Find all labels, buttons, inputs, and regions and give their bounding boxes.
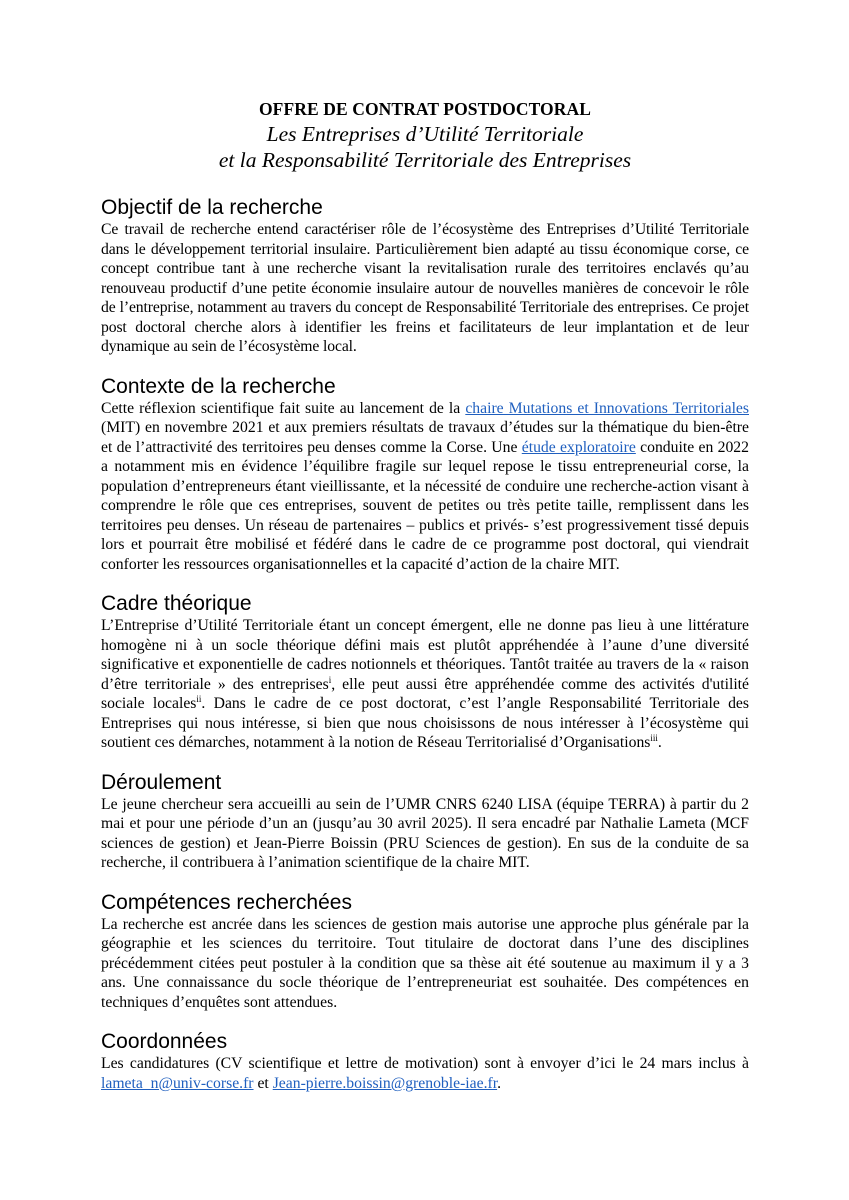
coordonnees-text-3: . [497, 1074, 502, 1092]
heading-contexte: Contexte de la recherche [101, 374, 336, 398]
document-page [101, 98, 749, 1111]
section-deroulement [101, 771, 749, 873]
title-block [101, 98, 749, 173]
paragraph-competences: La recherche est ancrée dans les sciences de gestion mais autorise une approche plus générale par la géographie et les sciences du territoire. Tout titulaire de doctorat dans l’une des disciplines précédemment citées peut postuler à la condition que sa thèse ait été soutenue au maximum il y a 3 ans. Une connaissance du socle théorique de l’entrepreneuriat est souhaitée. Des compétences en techniques d’enquêtes sont attendues. [101, 915, 749, 1011]
section-coordonnees [101, 1030, 749, 1093]
contexte-text-2: (MIT) en novembre 2021 et aux premiers résultats de travaux d’études sur la thématique du bien-être et de l’attractivité des territoires peu denses comme la Corse. Une [101, 419, 749, 456]
endnote-ref-ii[interactable]: ii [196, 693, 202, 704]
heading-cadre: Cadre théorique [101, 592, 252, 615]
paragraph-contexte [101, 399, 749, 575]
heading-coordonnees: Coordonnées [101, 1030, 228, 1053]
document-title: OFFRE DE CONTRAT POSTDOCTORAL [258, 99, 592, 119]
paragraph-deroulement: Le jeune chercheur sera accueilli au sein de l’UMR CNRS 6240 LISA (équipe TERRA) à partir du 2 mai et pour une période d’un an (jusqu’au 30 avril 2025). Il sera encadré par Nathalie Lameta (MCF sciences de gestion) et Jean-Pierre Boissin (PRU Sciences de gestion). En sus de la conduite de sa recherche, il contribuera à l’animation scientifique de la chaire MIT. [101, 795, 749, 871]
coordonnees-text-2: et [253, 1074, 273, 1092]
paragraph-cadre [101, 616, 749, 753]
cadre-text-4: . [657, 734, 662, 751]
link-chaire-mit[interactable]: chaire Mutations et Innovations Territoriales [465, 399, 749, 417]
link-etude-exploratoire[interactable]: étude exploratoire [521, 438, 636, 456]
heading-deroulement: Déroulement [101, 770, 222, 794]
cadre-text-1: L’Entreprise d’Utilité Territoriale étant un concept émergent, elle ne donne pas lieu à une littérature homogène ni à un socle théorique défini mais est plutôt appréhendée à l’aune d’une diversité significative et exponentielle de cadres notionnels et théoriques. Tantôt traitée au travers de la « raison d’être territoriale » des entreprises [101, 617, 749, 693]
heading-competences: Compétences recherchées [101, 890, 352, 914]
section-objectif [101, 196, 749, 357]
cadre-text-2: , elle peut aussi être appréhendée comme des activités d'utilité sociale locales [101, 675, 749, 712]
email-link-boissin[interactable]: Jean-pierre.boissin@grenoble-iae.fr [272, 1074, 498, 1092]
cadre-text-3: . Dans le cadre de ce post doctorat, c’est l’angle Responsabilité Territoriale des Entreprises qui nous intéresse, si bien que nous choisissons de nous intéresser à l’écosystème qui soutient ces démarches, notamment à la notion de Réseau Territorialisé d’Organisations [101, 695, 750, 751]
paragraph-coordonnees [101, 1054, 749, 1093]
section-competences [101, 891, 749, 1013]
endnote-ref-iii[interactable]: iii [650, 732, 658, 743]
section-cadre [101, 592, 749, 753]
coordonnees-text-1: Les candidatures (CV scientifique et lettre de motivation) sont à envoyer d’ici le 24 mars inclus à [101, 1055, 749, 1072]
document-subtitle-line-1: Les Entreprises d’Utilité Territoriale [266, 122, 584, 146]
contexte-text-1: Cette réflexion scientifique fait suite au lancement de la [101, 399, 466, 417]
heading-objectif: Objectif de la recherche [101, 196, 323, 219]
document-subtitle-line-2: et la Responsabilité Territoriale des Entreprises [218, 148, 632, 172]
paragraph-objectif: Ce travail de recherche entend caractériser rôle de l’écosystème des Entreprises d’Utilité Territoriale dans le développement territorial insulaire. Particulièrement bien adapté au tissu économique corse, ce concept contribue tant à une recherche visant la revitalisation rurale des territoires enclavés qu’au renouveau productif d’une petite économie insulaire autour de nouvelles manières de concevoir le rôle de l’entreprise, notamment au travers du concept de Responsabilité Territoriale des entreprises. Ce projet post doctoral cherche alors à identifier les freins et facilitateurs de leur implantation et de leur dynamique au sein de l’écosystème local. [101, 221, 749, 355]
endnote-ref-i[interactable]: i [328, 674, 332, 685]
contexte-text-3: conduite en 2022 a notamment mis en évidence l’équilibre fragile sur lequel repose le tissu entrepreneurial corse, la population d’entrepreneurs étant vieillissante, et la nécessité de conduire une recherche-action visant à comprendre le rôle que ces entreprises, souvent de petites ou très petite taille, remplissent dans les territoires peu denses. Un réseau de partenaires – publics et privés- s’est progressivement tissé depuis lors et pourrait être mobilisé et fédéré dans le cadre de ce programme post doctoral, qui viendrait conforter les ressources organisationnelles et la capacité d’action de la chaire MIT. [101, 438, 749, 573]
email-link-lameta[interactable]: lameta_n@univ-corse.fr [101, 1074, 254, 1092]
section-contexte [101, 375, 749, 575]
